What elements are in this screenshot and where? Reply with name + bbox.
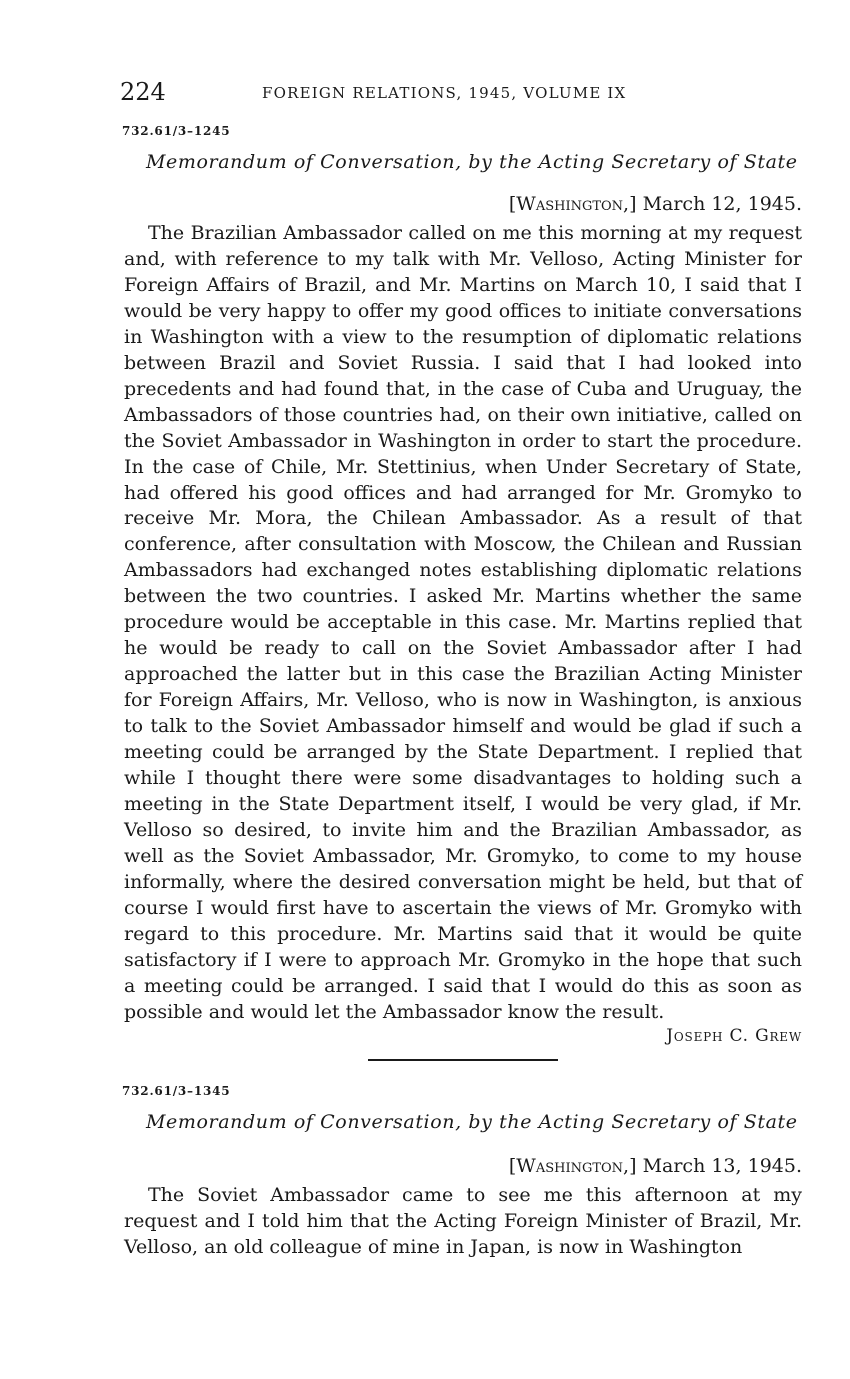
separator-rule [368, 1059, 558, 1061]
file-number: 732.61/3–1245 [122, 124, 231, 138]
document-title: Memorandum of Conversation, by the Acting Secretary of State [146, 151, 798, 173]
dateline [509, 192, 802, 216]
dateline [509, 1154, 802, 1178]
dateline-date: March 13, 1945. [642, 1155, 802, 1177]
running-title: FOREIGN RELATIONS, 1945, VOLUME IX [262, 84, 627, 102]
body-paragraph: The Soviet Ambassador came to see me this afternoon at my request and I told him that the Acting Foreign Minister of Brazil, Mr. Velloso, an old colleague of mine in Japan, is now in Washington [124, 1184, 802, 1258]
dateline-place: [Washington,] [508, 193, 637, 215]
signature: Joseph C. Grew [666, 1026, 802, 1046]
page-number: 224 [120, 78, 166, 106]
file-number: 732.61/3–1345 [122, 1084, 231, 1098]
document-title: Memorandum of Conversation, by the Acting Secretary of State [146, 1111, 798, 1133]
body-paragraph: The Brazilian Ambassador called on me this morning at my request and, with reference to my talk with Mr. Velloso, Acting Minister for Foreign Affairs of Brazil, and Mr. Martins on March 10, I said that I would be very happy to offer my good offices to initiate conversations in Washington with a view to the resumption of diplomatic relations between Brazil and Soviet Russia. I said that I had looked into precedents and had found that, in the case of Cuba and Uruguay, the Ambassadors of those countries had, on their own initiative, called on the Soviet Ambassador in Washington in order to start the procedure. In the case of Chile, Mr. Stettinius, when Under Secretary of State, had offered his good offices and had arranged for Mr. Gromyko to receive Mr. Mora, the Chilean Ambassador. As a result of that conference, after consultation with Moscow, the Chilean and Russian Ambassadors had exchanged notes establishing diplomatic relations between the two countries. I asked Mr. Martins whether the same procedure would be acceptable in this case. Mr. Martins replied that he would be ready to call on the Soviet Ambassador after I had approached the latter but in this case the Brazilian Acting Minister for Foreign Affairs, Mr. Velloso, who is now in Washington, is anxious to talk to the Soviet Ambassador himself and would be glad if such a meeting could be arranged by the State Department. I replied that while I thought there were some disadvantages to holding such a meeting in the State Department itself, I would be very glad, if Mr. Velloso so desired, to invite him and the Brazilian Ambassador, as well as the Soviet Ambassador, Mr. Gromyko, to come to my house informally, where the desired conversation might be held, but that of course I would first have to ascertain the views of Mr. Gromyko with regard to this procedure. Mr. Martins said that it would be quite satisfactory if I were to approach Mr. Gromyko in the hope that such a meeting could be arranged. I said that I would do this as soon as possible and would let the Ambassador know the result. [124, 222, 802, 1023]
dateline-place: [Washington,] [508, 1155, 637, 1177]
running-head [120, 78, 660, 106]
dateline-date: March 12, 1945. [642, 193, 802, 215]
